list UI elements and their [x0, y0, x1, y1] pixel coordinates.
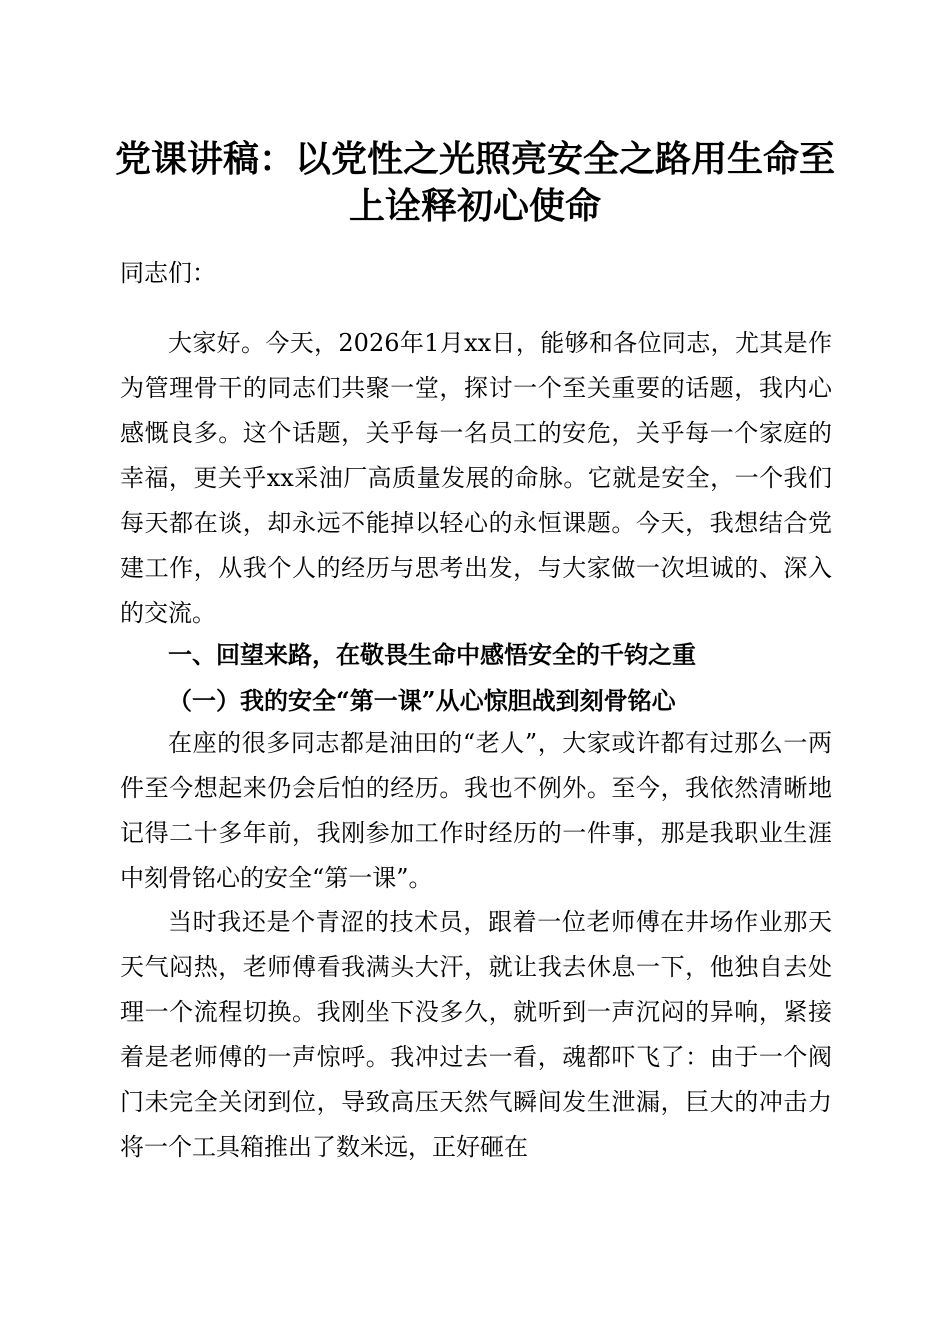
- paragraph-story: 当时我还是个青涩的技术员，跟着一位老师傅在井场作业那天天气闷热，老师傅看我满头大汗，就让我去休息一下，他独自去处理一个流程切换。我刚坐下没多久，就听到一声沉闷的异响，紧接着是老师傅的一声惊呼。我冲过去一看，魂都吓飞了：由于一个阀门未完全关闭到位，导致高压天然气瞬间发生泄漏，巨大的冲击力将一个工具箱推出了数米远，正好砸在: [120, 908, 832, 1161]
- greeting: 同志们：: [120, 259, 216, 287]
- section-heading-1: 一、回望来路，在敬畏生命中感悟安全的千钧之重: [168, 641, 696, 669]
- paragraph-old-timers: 在座的很多同志都是油田的“老人”，大家或许都有过那么一两件至今想起来仍会后怕的经历。我也不例外。至今，我依然清晰地记得二十多年前，我刚参加工作时经历的一件事，那是我职业生涯中刻骨铭心的安全“第一课”。: [120, 729, 832, 892]
- document-title-line-2: 上诠释初心使命: [348, 185, 601, 227]
- document-title-line-1: 党课讲稿：以党性之光照亮安全之路用生命至: [114, 138, 835, 180]
- paragraph-intro: 大家好。今天，2026年1月xx日，能够和各位同志，尤其是作为管理骨干的同志们共聚一堂，探讨一个至关重要的话题，我内心感慨良多。这个话题，关乎每一名员工的安危，关乎每一个家庭的幸福，更关乎xx采油厂高质量发展的命脉。它就是安全，一个我们每天都在谈，却永远不能掉以轻心的永恒课题。今天，我想结合党建工作，从我个人的经历与思考出发，与大家做一次坦诚的、深入的交流。: [120, 329, 832, 627]
- subsection-heading-1: （一）我的安全“第一课”从心惊胆战到刻骨铭心: [168, 686, 676, 715]
